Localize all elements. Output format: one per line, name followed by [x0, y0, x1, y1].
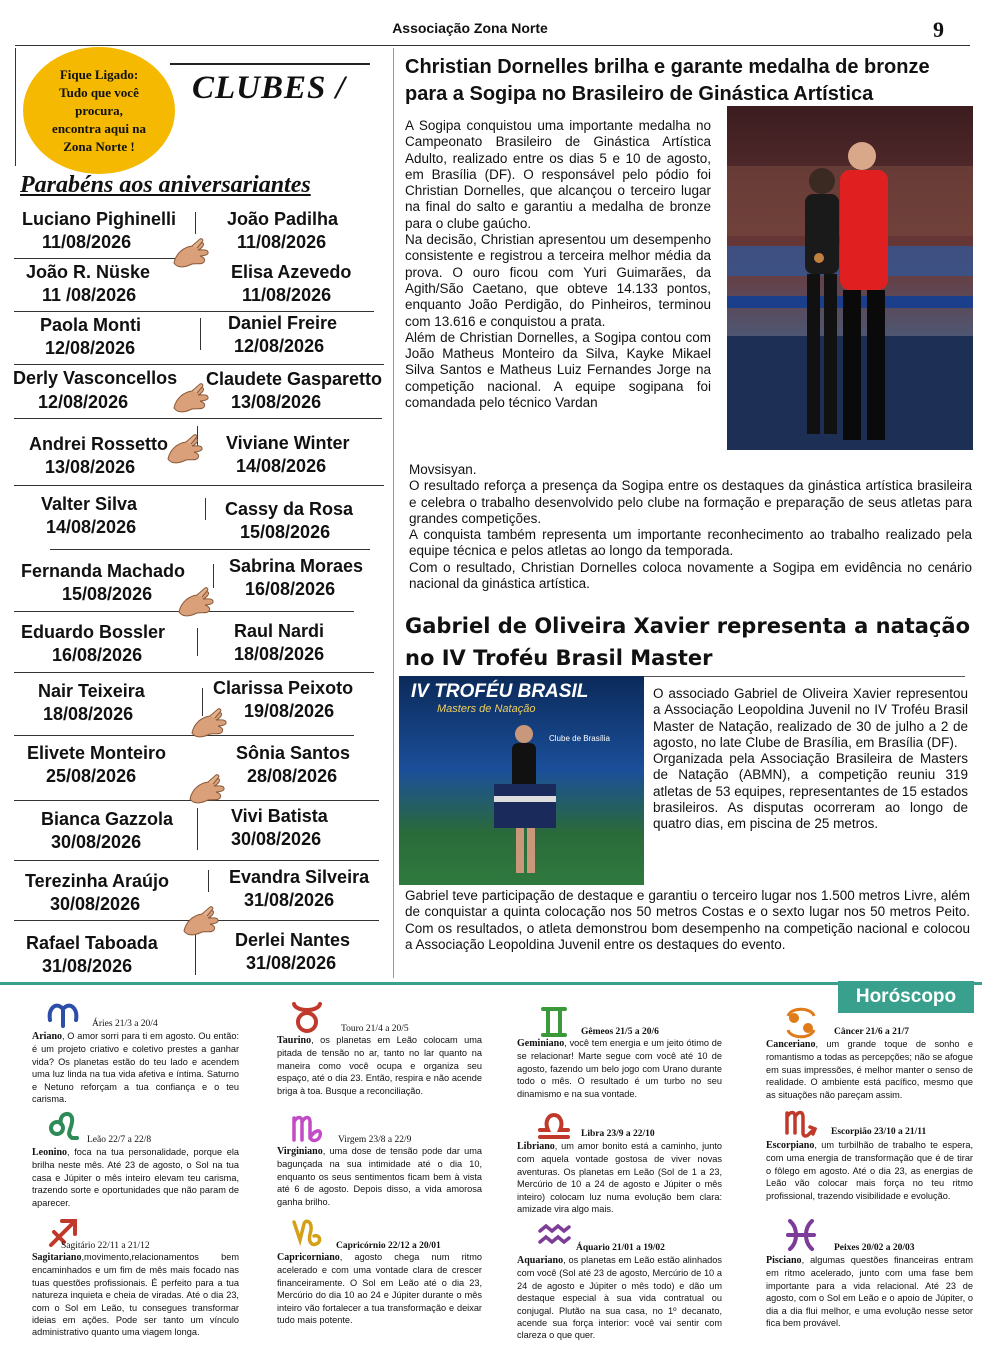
- article2-photo: [399, 676, 644, 885]
- birthday-name: Valter Silva: [41, 494, 138, 514]
- sign-text: [766, 1139, 973, 1202]
- birthday-date: 14/08/2026: [46, 517, 137, 537]
- sign-prediction: , você tem energia e um jeito ótimo de se relacionar! Marte segue com você até 10 de agosto, fazendo um belo jogo com Urano durante todo o mês. O resultado é um turbo no seu dinamismo e na sua vontade.: [517, 1038, 722, 1099]
- birthday-date: 31/08/2026: [246, 953, 337, 973]
- badge-line: Fique Ligado:: [59, 66, 139, 82]
- birthday-name: Luciano Pighinelli: [22, 209, 177, 229]
- birthday-name: Derlei Nantes: [235, 930, 351, 950]
- birthday-name: Sônia Santos: [236, 743, 351, 763]
- sign-title: Gêmeos 21/5 a 20/6: [581, 1027, 659, 1037]
- article1-photo: [727, 106, 973, 450]
- birthday-date: 18/08/2026: [234, 644, 325, 664]
- sign-prediction: , O amor sorri para ti em agosto. Ou então: é um projeto criativo e coletivo prestes a ganhar vida? Os planetas estão do teu lado e acendem uma luz linda na tua vida afetiva e íntima. Saturno e Netuno reforçam a tua confiança e o teu carisma.: [32, 1031, 239, 1105]
- birthday-name: Paola Monti: [40, 315, 142, 335]
- sign-name: Pisciano: [766, 1255, 802, 1266]
- pinching-hand-icon: [186, 773, 228, 807]
- sign-prediction: , os planetas em Leão colocam uma pitada de tensão no ar, tanto no lar quanto na maneira como você ocupa e organiza seu espaço, até o dia 23. Então, respira e não acende briga à toa. Busque a reconciliação.: [277, 1035, 482, 1096]
- row-divider: [14, 364, 384, 365]
- birthday-name: Elivete Monteiro: [27, 743, 167, 763]
- sign-prediction: , uma dose de tensão pode dar uma bagunçada na sua intimidade até o dia 10, enquanto os seus sentimentos ficam bem à vista até 6 de agosto. Depois disso, a vida amorosa ganha brilho.: [277, 1146, 482, 1207]
- birthday-date: 30/08/2026: [51, 832, 142, 852]
- column-divider: [213, 564, 214, 588]
- article1-body-top: [405, 118, 711, 411]
- sign-name: Aquariano: [517, 1255, 564, 1266]
- sign-prediction: , os planetas em Leão estão alinhados com você (Sol até 23 de agosto, Mercúrio de 10 a 24 de agosto e Júpiter o mês todo) e dão um destaque especial à sua vida contratual ou conjugal. Plutão na sua casa, no 1º decanato, acende sua força interior: você vai sentir com clareza o que quer.: [517, 1255, 722, 1341]
- birthday-date: 31/08/2026: [244, 890, 335, 910]
- sign-title: Libra 23/9 a 22/10: [581, 1129, 655, 1139]
- birthday-date: 12/08/2026: [234, 336, 325, 356]
- birthday-date: 30/08/2026: [50, 894, 141, 914]
- birthday-date: 16/08/2026: [52, 645, 143, 665]
- pinching-hand-icon: [170, 382, 212, 416]
- birthdays-title: Parabéns aos aniversariantes: [20, 172, 311, 198]
- sign-text: [517, 1037, 722, 1100]
- birthday-name: Raul Nardi: [234, 621, 325, 641]
- taurus-icon: [288, 998, 326, 1036]
- sign-title: Áquario 21/01 a 19/02: [576, 1243, 665, 1253]
- birthday-name: Daniel Freire: [228, 313, 338, 333]
- scorpio-icon: [782, 1105, 820, 1143]
- article1-title: Christian Dornelles brilha e garante medalha de bronze para a Sogipa no Brasileiro de Ginástica Artística: [405, 56, 930, 105]
- sign-prediction: , um amor bonito está a caminho, junto com aquela vontade gostosa de viver novas aventuras. Os planetas em Leão (Sol de 1 a 23, Mercúrio de 10 a 24 de agosto e Júpiter o mês inteiro) colocam luz numa evolução bem clara: amizade vira algo mais.: [517, 1141, 722, 1215]
- birthday-date: 31/08/2026: [42, 956, 133, 976]
- sign-prediction: , agosto chega num ritmo acelerado e com uma vontade clara de crescer financeiramente. O Sol em Leão até o dia 23, Mercúrio do dia 10 ao 24 e Júpiter durante o mês inteiro vão fortalecer a tua transformação e deixar tudo mais potente.: [277, 1252, 482, 1326]
- article2-paragraph: O associado Gabriel de Oliveira Xavier representou a Associação Leopoldina Juvenil no IV Troféu Brasil Master de Natação, realizado de 30 de julho a 2 de agosto, no late Clube de Brasília, em Brasília (DF).: [653, 686, 968, 750]
- birthday-name: Vivi Batista: [231, 806, 328, 826]
- sign-prediction: , um grande toque de sonho e romantismo a todas as percepções; não se afogue em suas impressões, é melhor manter o senso de realidade. O ambiente está pacífico, mesmo que as situações não pareçam assim.: [766, 1039, 973, 1100]
- birthday-date: 14/08/2026: [236, 456, 327, 476]
- birthday-date: 28/08/2026: [247, 766, 338, 786]
- birthday-date: 18/08/2026: [43, 704, 134, 724]
- sign-title: Virgem 23/8 a 22/9: [338, 1135, 412, 1145]
- birthday-name: Evandra Silveira: [229, 867, 370, 887]
- leo-icon: [44, 1106, 82, 1144]
- birthday-date: 11/08/2026: [237, 232, 327, 252]
- pinching-hand-icon: [180, 905, 222, 939]
- sign-text: [766, 1038, 973, 1101]
- sign-title: Leão 22/7 a 22/8: [87, 1135, 152, 1145]
- birthday-date: 13/08/2026: [231, 392, 322, 412]
- promo-badge: [23, 47, 175, 174]
- sign-text: [277, 1034, 482, 1097]
- sign-prediction: , um turbilhão de trabalho te espera, com uma energia de transformação que é de tirar o fôlego em agosto. Até o dia 23, as energias de Leão vão colocar mais força no teu ritmo profissional, trazendo visibilidade e evolução.: [766, 1140, 973, 1201]
- birthday-name: Cassy da Rosa: [225, 499, 354, 519]
- row-divider: [14, 860, 379, 861]
- article1-paragraph: A conquista também representa um importante reconhecimento ao trabalho realizado pela equipe técnica e pelos atletas ao longo da temporada.: [409, 527, 972, 559]
- sign-name: Taurino: [277, 1035, 312, 1046]
- row-divider: [14, 672, 374, 673]
- sign-title: Câncer 21/6 a 21/7: [834, 1027, 910, 1037]
- birthday-name: Clarissa Peixoto: [213, 678, 354, 698]
- sign-name: Escorpiano: [766, 1140, 815, 1151]
- libra-icon: [535, 1105, 573, 1143]
- birthday-name: João R. Nüske: [26, 262, 151, 282]
- sign-text: [32, 1030, 239, 1105]
- article1-paragraph: Movsisyan.: [409, 462, 477, 477]
- column-divider: [205, 498, 206, 520]
- sign-title: Capricórnio 22/12 a 20/01: [336, 1241, 441, 1251]
- sign-prediction: , algumas questões financeiras entram em ritmo acelerado, junto com uma fase bem importante para a vida relacional. Até 23 de agosto, com o Sol em Leão e o apoio de Júpiter, o dia a dia flui melhor, e uma evolução nesse setor fica bem provável.: [766, 1255, 973, 1329]
- banner-title: IV TROFÉU BRASIL: [411, 681, 589, 702]
- pinching-hand-icon: [188, 707, 230, 741]
- page-number: 9: [933, 17, 944, 42]
- banner-venue: Clube de Brasília: [549, 734, 610, 743]
- row-divider: [14, 485, 384, 486]
- column-divider: [197, 628, 198, 656]
- article1-paragraph: O resultado reforça a presença da Sogipa entre os destaques da ginástica artística brasileira e celebra o trabalho desenvolvido pelo clube na formação e preparação de seus atletas para grandes competições.: [409, 478, 972, 526]
- aquarius-icon: [535, 1216, 573, 1254]
- article1-body-bottom: [409, 462, 972, 592]
- aries-icon: [44, 994, 82, 1032]
- sign-text: [766, 1254, 973, 1329]
- sign-prediction: ,movimento,relacionamentos bem encaminhados e um fim de mês mais focado nas tuas questões profissionais. É perfeito para a tua natureza inquieta e cheia de viradas. Até o dia 23, com o Sol em Leão, tu consegues transformar ideias em ações. Pode ser tanto um vínculo administrativo quanto uma viagem longa.: [32, 1252, 239, 1338]
- sign-name: Ariano: [32, 1031, 62, 1042]
- column-divider: [197, 808, 198, 850]
- column-divider: [195, 212, 196, 234]
- column-divider: [208, 870, 209, 892]
- left-rule: [15, 48, 16, 166]
- birthday-name: Nair Teixeira: [38, 681, 145, 701]
- birthday-name: Claudete Gasparetto: [206, 369, 383, 389]
- column-divider: [195, 935, 196, 975]
- sign-text: [32, 1251, 239, 1339]
- birthday-name: Bianca Gazzola: [41, 809, 174, 829]
- sign-title: Touro 21/4 a 20/5: [341, 1024, 409, 1034]
- sign-title: Áries 21/3 a 20/4: [92, 1019, 158, 1029]
- birthday-name: Viviane Winter: [226, 433, 350, 453]
- article2-body-bottom: [405, 888, 970, 953]
- sign-name: Capricorniano: [277, 1252, 340, 1263]
- birthday-date: 11 /08/2026: [42, 285, 137, 305]
- article2-title: Gabriel de Oliveira Xavier representa a natação no IV Troféu Brasil Master: [405, 614, 971, 670]
- capricorn-icon: [288, 1214, 326, 1252]
- birthday-name: Sabrina Moraes: [229, 556, 364, 576]
- birthday-name: Terezinha Araújo: [25, 871, 170, 891]
- row-divider: [14, 418, 382, 419]
- sign-name: Sagitariano: [32, 1252, 82, 1263]
- article2-body-top: [653, 686, 968, 833]
- banner-subtitle: Masters de Natação: [437, 703, 536, 715]
- birthday-name: Rafael Taboada: [26, 933, 158, 953]
- birthday-date: 11/08/2026: [42, 232, 132, 252]
- sign-name: Libriano: [517, 1141, 555, 1152]
- sign-title: Escorpião 23/10 a 21/11: [831, 1127, 927, 1137]
- sign-title: Peixes 20/02 a 20/03: [834, 1243, 915, 1253]
- pisces-icon: [782, 1216, 820, 1254]
- horoscope-tag: Horóscopo: [838, 981, 974, 1013]
- birthday-name: Elisa Azevedo: [231, 262, 352, 282]
- section-title: CLUBES /: [192, 70, 346, 106]
- badge-line: Tudo que você: [59, 84, 139, 100]
- sign-text: [277, 1251, 482, 1326]
- gemini-icon: [535, 1003, 573, 1041]
- sign-text: [517, 1140, 722, 1215]
- row-divider: [50, 549, 370, 550]
- badge-line: encontra aqui na: [52, 120, 146, 136]
- sign-name: Virginiano: [277, 1146, 323, 1157]
- birthday-date: 16/08/2026: [245, 579, 336, 599]
- sign-text: [517, 1254, 722, 1342]
- birthday-date: 15/08/2026: [240, 522, 331, 542]
- pinching-hand-icon: [170, 237, 212, 271]
- birthday-date: 12/08/2026: [38, 392, 129, 412]
- sign-title: Sagitário 22/11 a 21/12: [61, 1241, 150, 1251]
- birthday-date: 25/08/2026: [46, 766, 137, 786]
- sign-name: Geminiano: [517, 1038, 565, 1049]
- sign-text: [32, 1146, 239, 1209]
- birthday-date: 19/08/2026: [244, 701, 335, 721]
- birthday-name: Andrei Rossetto: [29, 434, 169, 454]
- horoscope-rule: [0, 982, 982, 985]
- article1-paragraph: Com o resultado, Christian Dornelles coloca novamente a Sogipa em evidência no cenário nacional da ginástica artística.: [409, 559, 972, 592]
- cancer-icon: [782, 1004, 820, 1042]
- article2-paragraph: Gabriel teve participação de destaque e garantiu o terceiro lugar nos 1.500 metros Livre, além de conquistar a quinta colocação nos 50 metros Costas e o sexto lugar nos 50 metros Peito. Com os resultados, o atleta demonstrou bom desempenho na competição nacional e colocou a Associação Leopoldina Juvenil entre os destaques do evento.: [405, 888, 970, 952]
- birthday-name: Derly Vasconcellos: [13, 368, 178, 388]
- column-rule: [393, 48, 394, 978]
- birthday-name: Fernanda Machado: [21, 561, 186, 581]
- birthday-date: 13/08/2026: [45, 457, 136, 477]
- birthday-date: 12/08/2026: [45, 338, 136, 358]
- header-rule: [15, 45, 970, 46]
- badge-line: procura,: [75, 102, 123, 118]
- badge-line: Zona Norte !: [63, 138, 135, 154]
- article1-paragraph: Na decisão, Christian apresentou um desempenho consistente e registrou a terceira melhor média da prova. O ouro ficou com Yuri Guimarães, da Agith/São Caetano, que obteve 14.133 pontos, enquanto João Perdigão, do Pinheiros, terminou com 13.616 e conquistou a prata.: [405, 232, 711, 329]
- birthday-date: 15/08/2026: [62, 584, 153, 604]
- pinching-hand-icon: [164, 433, 206, 467]
- article1-paragraph: A Sogipa conquistou uma importante medalha no Campeonato Brasileiro de Ginástica Artística Adulto, realizado entre os dias 5 e 10 de agosto, em Brasília (DF). O responsável pelo pódio foi Christian Dornelles, que alcançou o terceiro lugar na final do salto e garantiu a medalha de bronze para o clube gaúcho.: [405, 118, 711, 231]
- birthday-date: 30/08/2026: [231, 829, 322, 849]
- sign-name: Canceriano: [766, 1039, 816, 1050]
- section-rule: [170, 63, 370, 65]
- column-divider: [200, 318, 201, 350]
- article2-paragraph: Organizada pela Associação Brasileira de Masters de Natação (ABMN), a competição reuniu 319 atletas de 53 equipes, representantes de 15 estados brasileiros. As disputas ocorreram ao longo de quatro dias, em piscina de 25 metros.: [653, 751, 968, 832]
- article1-paragraph: Além de Christian Dornelles, a Sogipa contou com João Matheus Monteiro da Silva, Kayke Mikael Silva Santos e Matheus Luiz Fernandes Jorge na competição nacional. A equipe sogipana foi comandada pelo técnico Vardan: [405, 329, 711, 411]
- row-divider: [14, 735, 354, 736]
- sign-prediction: , foca na tua personalidade, porque ela brilha neste mês. Até 23 de agosto, o Sol na tua casa e Júpiter o mês inteiro elevam teu carisma, trazendo sorte e oportunidades que não param de aparecer.: [32, 1147, 239, 1208]
- birthday-date: 11/08/2026: [242, 285, 332, 305]
- row-divider: [14, 311, 374, 312]
- sign-text: [277, 1145, 482, 1208]
- row-divider: [14, 258, 194, 259]
- sign-name: Leonino: [32, 1147, 68, 1158]
- pinching-hand-icon: [175, 586, 217, 620]
- newspaper-name: Associação Zona Norte: [392, 20, 548, 36]
- virgo-icon: [288, 1110, 326, 1148]
- birthday-name: Eduardo Bossler: [21, 622, 166, 642]
- birthday-name: João Padilha: [227, 209, 339, 229]
